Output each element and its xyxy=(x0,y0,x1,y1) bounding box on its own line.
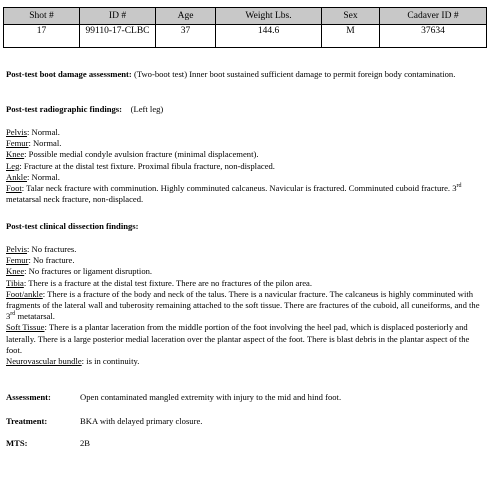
header-id: ID # xyxy=(80,8,156,25)
boot-damage-paragraph xyxy=(6,69,484,80)
mts-label: MTS: xyxy=(6,438,28,448)
boot-damage-text: (Two-boot test) Inner boot sustained sufficient damage to permit foreign body contamination. xyxy=(133,69,456,79)
list-item: Pelvis: No fractures. xyxy=(6,244,77,254)
treatment-text: BKA with delayed primary closure. xyxy=(80,416,203,426)
radiographic-heading: Post-test radiographic findings: xyxy=(6,104,123,114)
table-row xyxy=(4,25,487,48)
list-item: Soft Tissue: There is a plantar laceration from the middle portion of the foot involving the heel pad, which is displaced posteriorly and laterally. There is a large posterior medial laceration over the plantar aspect of the foot. There is blast debris in the plantar aspect of the foot. xyxy=(6,322,470,355)
cell-weight: 144.6 xyxy=(216,25,322,48)
boot-damage-heading: Post-test boot damage assessment: xyxy=(6,69,132,79)
header-sex: Sex xyxy=(322,8,380,25)
header-shot: Shot # xyxy=(4,8,80,25)
mts-text: 2B xyxy=(80,438,91,448)
cell-age: 37 xyxy=(156,25,216,48)
table-header-row xyxy=(4,8,487,25)
assessment-label: Assessment: xyxy=(6,392,51,402)
list-item: Leg: Fracture at the distal test fixture. Proximal fibula fracture, non-displaced. xyxy=(6,160,275,171)
list-item: Neurovascular bundle: is in continuity. xyxy=(6,356,140,367)
header-cadaver-id: Cadaver ID # xyxy=(380,8,487,25)
list-item: Foot: Talar neck fracture with comminution. Highly comminuted calcaneus. Navicular is fractured. Comminuted cuboid fracture. 3rd metatarsal neck fracture, non-displaced. xyxy=(6,183,462,205)
list-item: Knee: No fractures or ligament disruption. xyxy=(6,266,153,277)
cell-shot: 17 xyxy=(4,25,80,48)
radiographic-heading-line xyxy=(6,104,484,115)
cell-sex: M xyxy=(322,25,380,48)
list-item: Tibia: There is a fracture at the distal test fixture. There are no fractures of the pilon area. xyxy=(6,277,313,288)
list-item: Pelvis: Normal. xyxy=(6,127,60,137)
header-weight: Weight Lbs. xyxy=(216,8,322,25)
list-item: Foot/ankle: There is a fracture of the body and neck of the talus. There is a navicular fracture. The calcaneus is highly comminuted with fragments of the lateral wall and tuberosity remaining attached to the soft tissue. There are fractures of the cuboid, all cuneiforms, and the 3rd metatarsal. xyxy=(6,288,480,322)
list-item: Ankle: Normal. xyxy=(6,171,60,182)
cell-id: 99110-17-CLBC xyxy=(80,25,156,48)
list-item: Femur: Normal. xyxy=(6,138,62,149)
radiographic-side: (Left leg) xyxy=(130,104,164,114)
assessment-text: Open contaminated mangled extremity with injury to the mid and hind foot. xyxy=(80,392,342,402)
header-age: Age xyxy=(156,8,216,25)
dissection-findings xyxy=(6,244,484,367)
dissection-heading: Post-test clinical dissection findings: xyxy=(6,221,139,231)
cell-cadaver-id: 37634 xyxy=(380,25,487,48)
specimen-table xyxy=(3,7,487,48)
treatment-label: Treatment: xyxy=(6,416,48,426)
list-item: Knee: Possible medial condyle avulsion fracture (minimal displacement). xyxy=(6,149,259,160)
radiographic-findings xyxy=(6,127,484,205)
list-item: Femur: No fracture. xyxy=(6,255,75,266)
